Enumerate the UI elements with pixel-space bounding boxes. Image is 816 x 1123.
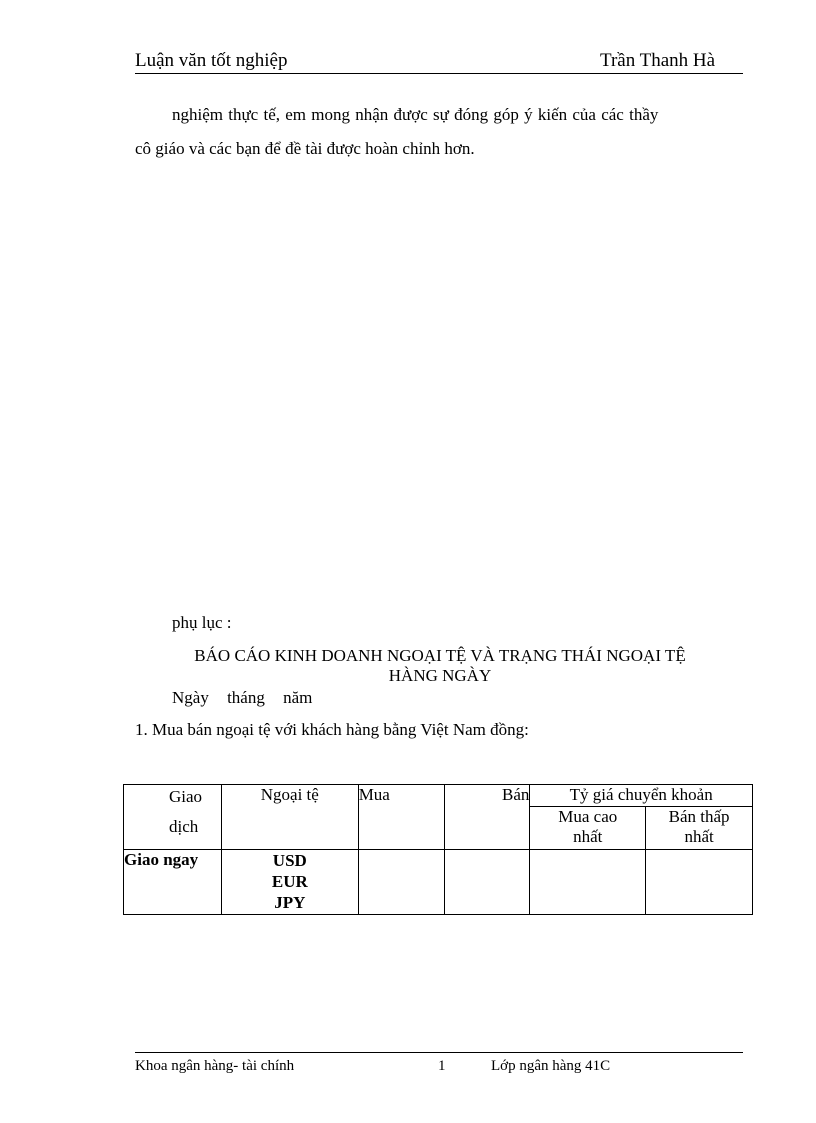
footer-department: Khoa ngân hàng- tài chính: [135, 1058, 295, 1074]
report-title-line-1: BÁO CÁO KINH DOANH NGOẠI TỆ VÀ TRẠNG THÁI NGOẠI TỆ: [194, 646, 686, 665]
table-header-row: [124, 785, 753, 807]
header-left-title: Luận văn tốt nghiệp: [135, 50, 288, 71]
table-row: [124, 850, 753, 915]
subheader-mua-line-1: Mua cao: [558, 807, 618, 826]
paragraph-line-1: nghiệm thực tế, em mong nhận được sự đóng góp ý kiến của các thầy: [172, 105, 659, 124]
header-divider: [135, 73, 743, 74]
header-cell-ban: Bán: [444, 785, 530, 850]
report-title: [120, 646, 760, 686]
header-author: Trần Thanh Hà: [600, 50, 716, 71]
appendix-label: phụ lục :: [172, 613, 232, 632]
currency-jpy: JPY: [274, 893, 306, 912]
cell-mua-empty: [358, 850, 444, 915]
footer-divider: [135, 1052, 743, 1053]
subheader-ban-line-2: nhất: [684, 827, 714, 846]
cell-ban-empty: [444, 850, 530, 915]
date-line: Ngày tháng năm: [172, 688, 313, 707]
header-giao-line-2: dịch: [169, 817, 199, 836]
footer-class: Lớp ngân hàng 41C: [491, 1058, 611, 1074]
header-cell-giao-dich: [124, 785, 222, 850]
header-giao-line-1: Giao: [169, 787, 203, 806]
paragraph-line-2: cô giáo và các bạn để đề tài được hoàn chỉnh hơn.: [135, 139, 475, 158]
currency-usd: USD: [272, 851, 307, 870]
fx-trading-table: [123, 784, 753, 915]
subheader-mua-line-2: nhất: [573, 827, 603, 846]
subheader-ban-thap-nhat: [646, 807, 753, 850]
subheader-mua-cao-nhat: [530, 807, 646, 850]
currency-eur: EUR: [271, 872, 308, 891]
header-cell-mua: Mua: [358, 785, 444, 850]
section-heading-1: 1. Mua bán ngoại tệ với khách hàng bằng Việt Nam đồng:: [135, 720, 529, 739]
currency-list: [221, 850, 358, 915]
report-title-line-2: HÀNG NGÀY: [388, 666, 492, 685]
subheader-ban-line-1: Bán thấp: [668, 807, 730, 826]
header-cell-ty-gia: Tỷ giá chuyển khoản: [530, 785, 753, 807]
row-label-giao-ngay: Giao ngay: [124, 850, 222, 915]
cell-mua-cao-nhat-empty: [530, 850, 646, 915]
footer-page-number: 1: [438, 1058, 446, 1074]
cell-ban-thap-nhat-empty: [646, 850, 753, 915]
header-cell-ngoai-te: Ngoại tệ: [221, 785, 358, 850]
